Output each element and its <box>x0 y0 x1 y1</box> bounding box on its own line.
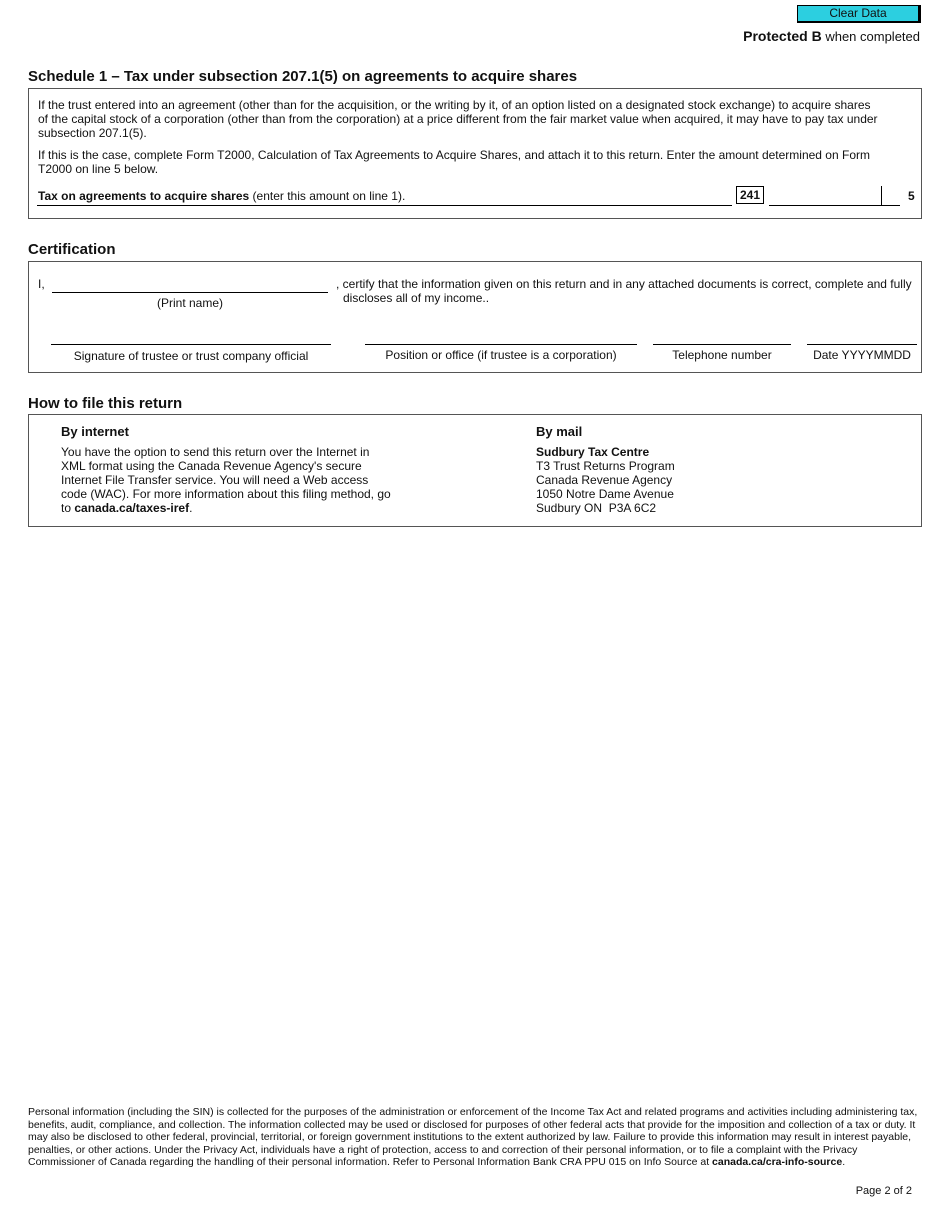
signature-field[interactable] <box>51 330 331 345</box>
mail-line-agency: Canada Revenue Agency <box>536 473 673 487</box>
certification-title: Certification <box>28 241 116 258</box>
privacy-end: . <box>842 1156 846 1169</box>
cra-info-source-link[interactable]: canada.ca/cra-info-source <box>712 1156 843 1169</box>
amount-field[interactable] <box>769 187 881 206</box>
tax-line-label <box>38 189 405 203</box>
tax-line-leader <box>37 205 732 206</box>
tax-line-label-bold: Tax on agreements to acquire shares <box>38 189 250 203</box>
certification-box <box>28 261 922 373</box>
privacy-text: Personal information (including the SIN) is collected for the purposes of the administration or enforcement of the Income Tax Act and related programs and activities including administering tax, benefits, audit, compliance, and collection. The information collected may be used or disclosed for purposes of other federal acts that provide for the imposition and collection of a tax or duty. It may also be disclosed to other federal, provincial, territorial, or foreign government institutions to the extent authorized by law. Failure to provide this information may result in interest payable, penalties, or other actions. Under the Privacy Act, individuals have a right of protection, access to and correction of their personal information, or to file a complaint with the Privacy Commissioner of Canada regarding the handling of their personal information. Refer to Personal Information Bank CRA PPU 015 on Info Source at <box>28 1106 918 1169</box>
mail-line-program: T3 Trust Returns Program <box>536 459 675 473</box>
mail-line-street: 1050 Notre Dame Avenue <box>536 487 674 501</box>
protected-b-label: Protected B <box>743 28 822 44</box>
signature-label: Signature of trustee or trust company official <box>73 349 309 363</box>
position-label: Position or office (if trustee is a corporation) <box>385 348 617 362</box>
line-number: 5 <box>908 189 915 203</box>
iref-link[interactable]: canada.ca/taxes-iref <box>74 501 190 515</box>
cert-prefix: I, <box>38 277 45 291</box>
by-mail-heading: By mail <box>536 424 583 439</box>
by-internet-end: . <box>189 501 193 515</box>
schedule1-box <box>28 88 922 219</box>
date-label: Date YYYYMMDD <box>813 348 911 362</box>
by-internet-body: You have the option to send this return over the Internet in XML format using the Canada Revenue Agency's secure Internet File Transfer service. You will need a Web access code (WAC). For more information about this filing method, go to <box>61 445 391 515</box>
how-to-file-title: How to file this return <box>28 395 183 412</box>
schedule1-para2: If this is the case, complete Form T2000, Calculation of Tax Agreements to Acquire Shares, and attach it to this return. Enter the amount determined on Form T2000 on line 5 below. <box>38 148 870 176</box>
tax-line-label-rest: (enter this amount on line 1). <box>249 189 406 203</box>
mail-address <box>536 445 836 515</box>
schedule1-title: Schedule 1 – Tax under subsection 207.1(5) on agreements to acquire shares <box>28 68 578 85</box>
mail-line-tax-centre: Sudbury Tax Centre <box>536 445 650 459</box>
certification-statement: , certify that the information given on this return and in any attached documents is correct, complete and fully discloses all of my income.. <box>336 277 912 305</box>
position-field[interactable] <box>365 330 637 345</box>
protected-b-notice <box>743 28 920 44</box>
clear-data-button[interactable]: Clear Data <box>797 5 921 23</box>
page-number: Page 2 of 2 <box>855 1185 912 1197</box>
telephone-label: Telephone number <box>672 348 772 362</box>
date-field[interactable] <box>807 330 917 345</box>
schedule1-para1: If the trust entered into an agreement (other than for the acquisition, or the writing by it, of an option listed on a designated stock exchange) to acquire shares of the capital stock of a corporation (other than from the corporation) at a price different from the fair market value when acquired, it may have to pay tax under subsection 207.1(5). <box>38 98 878 140</box>
print-name-label: (Print name) <box>156 296 224 310</box>
by-internet-heading: By internet <box>61 424 129 439</box>
print-name-field[interactable] <box>52 278 328 293</box>
protected-when-completed: when completed <box>821 29 920 44</box>
amount-cents-field[interactable] <box>881 186 900 206</box>
privacy-notice <box>28 1106 922 1169</box>
mail-line-city: Sudbury ON P3A 6C2 <box>536 501 657 515</box>
line-code-box: 241 <box>736 186 764 204</box>
by-internet-text <box>61 445 396 515</box>
telephone-field[interactable] <box>653 330 791 345</box>
how-to-file-box <box>28 414 922 527</box>
